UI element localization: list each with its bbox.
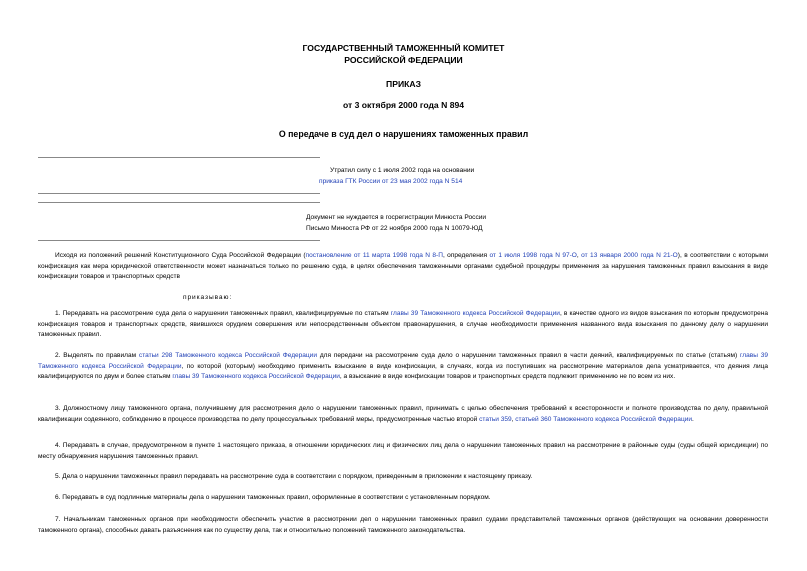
issuer-line-1: ГОСУДАРСТВЕННЫЙ ТАМОЖЕННЫЙ КОМИТЕТ [302,43,505,53]
order-item-6: 6. Передавать в суд подлинные материалы дела о нарушении таможенных правил, оформленные в соответствии с установленным порядком. [55,494,491,501]
registration-note: Документ не нуждается в госрегистрации Минюста России [306,214,487,221]
customs-code-article-359-link[interactable]: статьи 359 [479,415,512,423]
customs-code-article-360-link[interactable]: статьей 360 Таможенного кодекса Российской Федерации [515,415,693,423]
separator-rule [38,240,320,241]
issuer-line-2: РОССИЙСКОЙ ФЕДЕРАЦИИ [344,55,463,65]
preamble-paragraph: Исходя из положений решений Конституционного Суда Российской Федерации (постановление от 11 марта 1998 года N 8-П, определения от 1 июля 1998 года N 97-О, от 13 января 2000 года N 21-О), в соответствии с которыми конфискация как мера юридической ответственности может назначаться только по решению суда, в целях обеспечения таможенными органами судебной процедуры применения за нарушения таможенных правил взыскания в виде конфискации товаров и транспортных средств [38,252,768,281]
order-item-3: 3. Должностному лицу таможенного органа, получившему для рассмотрения дело о нарушении таможенных правил, принимать с целью обеспечения требований к всесторонности и полноте производства по делу, правильной квалификации содеянного, соблюдению в процессе производства по делу процессуальных требований меры, предусмотренные частью второй статьи 359, статьей 360 Таможенного кодекса Российской Федерации. [38,405,768,423]
customs-code-article-298-link[interactable]: статьи 298 Таможенного кодекса Российской Федерации [138,352,317,359]
ruling-link-1[interactable]: от 1 июля 1998 года N 97-О [489,252,577,259]
ruling-link-2[interactable]: от 13 января 2000 года N 21-О [581,252,678,259]
order-item-2: 2. Выделять по правилам статьи 298 Таможенного кодекса Российской Федерации для передачи на рассмотрение суда дело о нарушении таможенных правил в части деяний, квалифицируемых по статье (статьям) главы 39 Таможенного кодекса Российской Федерации, по которой (которым) необходимо применить взыскание в виде конфискации, в случаях, когда из поступивших на рассмотрение материалов дела усматривается, что деяния лица квалифицируются по двум и более статьям главы 39 Таможенного кодекса Российской Федерации, а взыскание в виде конфискации товаров и транспортных средств подлежит применению не по всем из них. [38,352,769,381]
minjust-letter-note: Письмо Минюста РФ от 22 ноября 2000 года N 10079-ЮД [306,225,483,232]
customs-code-chapter-39-link[interactable]: главы 39 Таможенного кодекса Российской Федерации [38,352,769,370]
order-word: приказываю: [183,294,233,301]
document-type: ПРИКАЗ [386,79,421,89]
order-item-1: 1. Передавать на рассмотрение суда дела о нарушении таможенных правил, квалифицируемые по статьям главы 39 Таможенного кодекса Российской Федерации, в качестве одного из видов взыскания по которым предусмотрена конфискация товаров и транспортных средств, явившихся орудием совершения или непосредственным объектом правонарушения, в случае необходимости применения названного вида взыскания по данному делу о нарушении таможенных правил. [38,310,768,339]
decree-link[interactable]: постановление от 11 марта 1998 года N 8-П [305,252,443,259]
separator-rule [38,157,320,158]
document-title: О передаче в суд дел о нарушениях таможенных правил [278,129,529,139]
customs-code-chapter-39-link[interactable]: главы 39 Таможенного кодекса Российской Федерации [390,310,560,317]
separator-rule [38,193,320,194]
order-item-7: 7. Начальникам таможенных органов при необходимости обеспечить участие в рассмотрении дел о нарушении таможенных правил судами представителей таможенных органов (действующих на основании доверенности таможенного органа), способных давать разъяснения как по существу дела, так и относительно положений таможенного законодательства. [38,516,768,534]
lost-force-link[interactable]: приказа ГТК России от 23 мая 2002 года N 514 [319,178,463,185]
document-date: от 3 октября 2000 года N 894 [342,100,465,110]
separator-rule [38,202,320,203]
lost-force-note: Утратил силу с 1 июля 2002 года на основании [330,167,475,174]
order-item-4: 4. Передавать в случае, предусмотренном в пункте 1 настоящего приказа, в отношении юридических лиц и физических лиц дела о нарушении таможенных правил на рассмотрение в районные суды (суды общей юрисдикции) по месту обнаружения нарушения таможенных правил. [38,442,768,460]
order-item-5: 5. Дела о нарушении таможенных правил передавать на рассмотрение суда в соответствии с порядком, приведенным в приложении к настоящему приказу. [55,473,533,480]
customs-code-chapter-39-link[interactable]: главы 39 Таможенного кодекса Российской Федерации [172,373,340,381]
